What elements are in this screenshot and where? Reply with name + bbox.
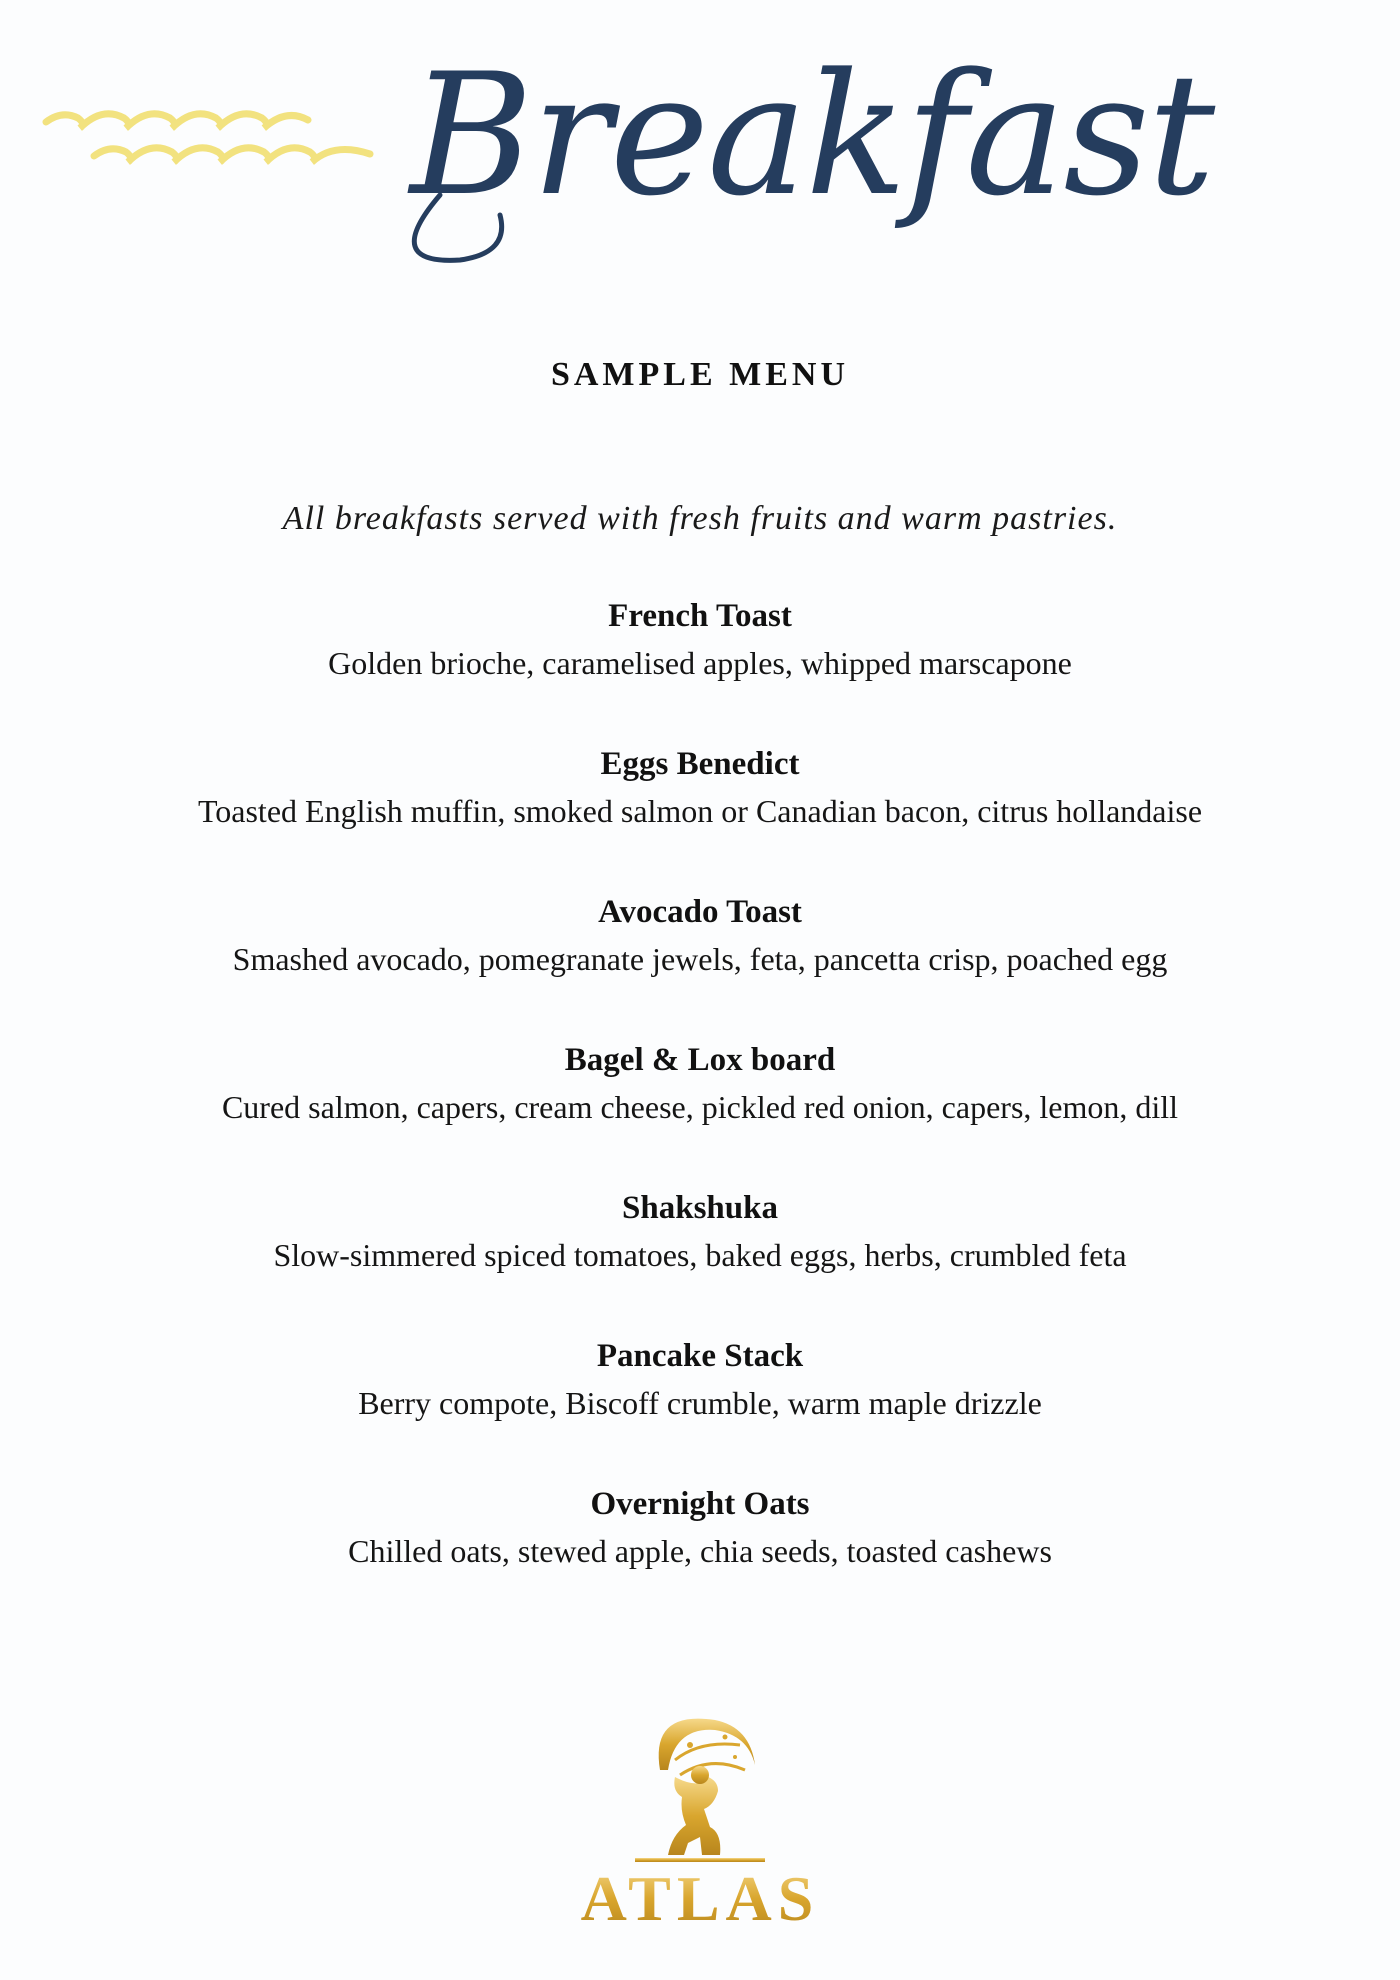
menu-item (0, 1186, 1400, 1334)
page-title-text: Breakfast (410, 37, 1214, 233)
menu-item (0, 890, 1400, 1038)
menu-item-description: Toasted English muffin, smoked salmon or Canadian bacon, citrus hollandaise (197, 793, 1203, 829)
menu-item-name: Bagel & Lox board (564, 1042, 836, 1078)
menu-item (0, 1038, 1400, 1186)
wave-decoration-icon (40, 100, 380, 180)
atlas-logo-text: ATLAS (580, 1863, 820, 1934)
menu-item (0, 594, 1400, 742)
menu-item-name: Avocado Toast (598, 894, 802, 930)
menu-item (0, 1482, 1400, 1630)
menu-item-description: Chilled oats, stewed apple, chia seeds, toasted cashews (348, 1533, 1052, 1569)
page-title (400, 25, 1214, 275)
menu-item-name: Eggs Benedict (600, 746, 800, 782)
menu-item-name: French Toast (608, 598, 792, 634)
atlas-kneeling-figure-icon (635, 1719, 765, 1862)
menu-item-description: Cured salmon, capers, cream cheese, pickled red onion, capers, lemon, dill (221, 1089, 1179, 1125)
menu-item (0, 742, 1400, 890)
atlas-logo (540, 1715, 860, 1945)
menu-item-description: Smashed avocado, pomegranate jewels, feta, pancetta crisp, poached egg (232, 941, 1168, 977)
menu-list (0, 594, 1400, 1630)
menu-item-description: Berry compote, Biscoff crumble, warm maple drizzle (358, 1385, 1042, 1421)
menu-item (0, 1334, 1400, 1482)
menu-item-name: Overnight Oats (590, 1486, 810, 1522)
menu-item-description: Golden brioche, caramelised apples, whipped marscapone (328, 645, 1072, 681)
menu-intro: All breakfasts served with fresh fruits and warm pastries. (282, 500, 1118, 537)
menu-item-description: Slow-simmered spiced tomatoes, baked eggs, herbs, crumbled feta (273, 1237, 1127, 1273)
menu-subtitle: SAMPLE MENU (550, 356, 850, 393)
menu-item-name: Shakshuka (622, 1190, 778, 1226)
menu-item-name: Pancake Stack (596, 1338, 804, 1374)
